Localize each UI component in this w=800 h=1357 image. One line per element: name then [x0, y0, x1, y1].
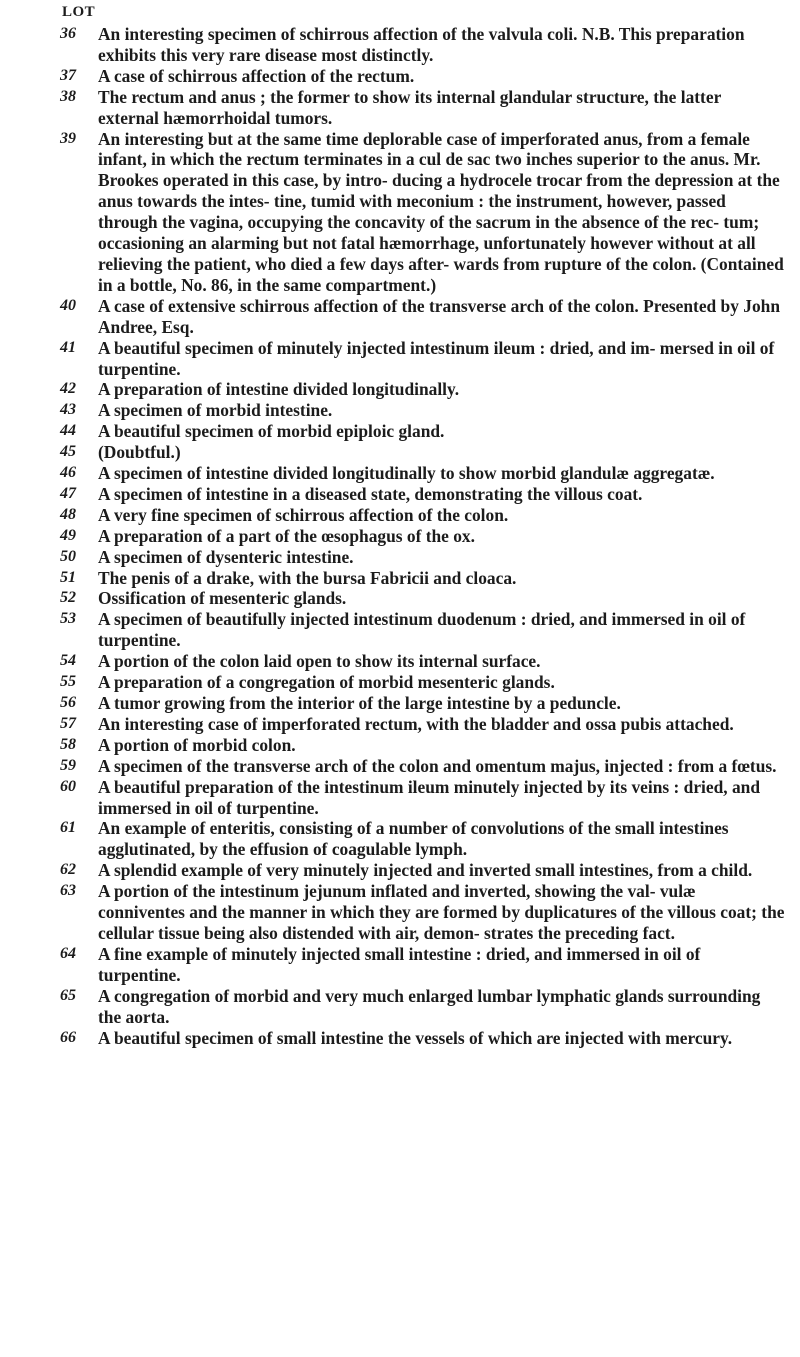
entry-description: A specimen of intestine in a diseased state, demonstrating the villous coat. — [98, 483, 643, 504]
entry-description: A specimen of morbid intestine. — [98, 400, 333, 421]
lot-number: 55 — [60, 673, 76, 691]
entry-description: A portion of the colon laid open to show its internal surface. — [98, 651, 541, 672]
catalogue-entry — [60, 338, 785, 380]
lot-number: 46 — [60, 464, 76, 482]
catalogue-entry — [60, 1028, 785, 1049]
entry-description: A congregation of morbid and very much enlarged lumbar lymphatic glands surrounding the aorta. — [98, 985, 761, 1027]
entry-description: A case of extensive schirrous affection of the transverse arch of the colon. Presented by John Andree, Esq. — [98, 295, 781, 337]
catalogue-entry — [60, 818, 785, 860]
entry-description: A splendid example of very minutely injected and inverted small intestines, from a child. — [98, 860, 753, 881]
entry-description: A specimen of beautifully injected intestinum duodenum : dried, and immersed in oil of turpentine. — [98, 609, 746, 651]
entry-description: A specimen of the transverse arch of the colon and omentum majus, injected : from a fœtus. — [98, 755, 777, 776]
lot-number: 40 — [60, 296, 76, 314]
catalogue-entry — [60, 881, 785, 944]
lot-number: 48 — [60, 505, 76, 523]
entry-description: A very fine specimen of schirrous affection of the colon. — [98, 504, 509, 525]
catalogue-entry — [60, 421, 785, 442]
entry-description: A specimen of intestine divided longitudinally to show morbid glandulæ aggregatæ. — [98, 463, 715, 484]
catalogue-entry — [60, 24, 785, 66]
lot-number: 56 — [60, 694, 76, 711]
entry-description: The rectum and anus ; the former to show its internal glandular structure, the latter external hæmorrhoidal tumors. — [98, 86, 721, 128]
entry-description: Ossification of mesenteric glands. — [98, 588, 347, 609]
catalogue-entry — [60, 672, 785, 693]
entry-description: A beautiful specimen of small intestine the vessels of which are injected with mercury. — [98, 1027, 733, 1048]
lot-number: 38 — [60, 87, 76, 105]
catalogue-entry — [60, 526, 785, 547]
catalogue-entry — [60, 714, 785, 735]
lot-number: 64 — [60, 944, 76, 962]
lot-number: 63 — [60, 882, 76, 900]
lot-number: 43 — [60, 401, 76, 419]
entry-description: (Doubtful.) — [98, 442, 181, 463]
lot-number: 57 — [60, 714, 76, 732]
lot-number: 44 — [60, 422, 76, 440]
entry-description: A portion of the intestinum jejunum inflated and inverted, showing the val- vulæ conniventes and the manner in which they are formed by duplicatures of the villous coat; the cellular tissue being also distended with air, demon- strates the preceding fact. — [98, 881, 785, 943]
entry-description: An interesting specimen of schirrous affection of the valvula coli. N.B. This preparation exhibits this very rare disease most distinctly. — [98, 24, 745, 65]
lot-number: 50 — [60, 547, 76, 565]
catalogue-entry — [60, 442, 785, 463]
catalogue-entry — [60, 944, 785, 986]
lot-number: 62 — [60, 861, 76, 879]
lot-number: 61 — [60, 819, 76, 837]
lot-number: 65 — [60, 986, 76, 1004]
lot-column-header: LOT — [62, 4, 96, 20]
catalogue-entry — [60, 379, 785, 400]
lot-number: 51 — [60, 568, 76, 586]
entry-description: A case of schirrous affection of the rectum. — [98, 65, 415, 86]
lot-number: 66 — [60, 1028, 76, 1046]
lot-number: 41 — [60, 338, 76, 356]
lot-number: 52 — [60, 589, 76, 607]
catalogue-entry — [60, 547, 785, 568]
lot-number: 60 — [60, 777, 76, 795]
catalogue-entry — [60, 463, 785, 484]
catalogue-entry — [60, 693, 785, 714]
lot-number: 39 — [60, 129, 76, 147]
entry-description: An interesting case of imperforated rectum, with the bladder and ossa pubis attached. — [98, 713, 734, 734]
lot-number: 49 — [60, 526, 76, 544]
catalogue-entry — [60, 484, 785, 505]
catalogue-entry — [60, 651, 785, 672]
entry-description: A beautiful preparation of the intestinum ileum minutely injected by its veins : dried, and immersed in oil of turpentine. — [98, 776, 760, 818]
catalogue-entry — [60, 735, 785, 756]
lot-number: 47 — [60, 484, 76, 502]
entry-description: A preparation of intestine divided longitudinally. — [98, 379, 460, 400]
catalogue-entry — [60, 87, 785, 129]
catalogue-entry — [60, 66, 785, 87]
catalogue-entry — [60, 129, 785, 296]
lot-number: 42 — [60, 380, 76, 398]
entry-description: A tumor growing from the interior of the large intestine by a peduncle. — [98, 693, 621, 713]
entry-description: A preparation of a part of the œsophagus of the ox. — [98, 525, 475, 546]
lot-number: 45 — [60, 443, 76, 461]
catalogue-entry — [60, 296, 785, 338]
lot-number: 54 — [60, 652, 76, 670]
entry-description: A specimen of dysenteric intestine. — [98, 546, 354, 567]
entry-description: A beautiful specimen of minutely injected intestinum ileum : dried, and im- mersed in oil of turpentine. — [98, 337, 775, 379]
catalogue-entry — [60, 568, 785, 589]
catalogue-entries — [60, 24, 785, 1048]
lot-number: 37 — [60, 66, 76, 84]
entry-description: An example of enteritis, consisting of a number of convolutions of the small intestines agglutinated, by the effusion of coagulable lymph. — [98, 818, 729, 860]
entry-description: A fine example of minutely injected small intestine : dried, and immersed in oil of turpentine. — [98, 943, 701, 985]
catalogue-entry — [60, 400, 785, 421]
lot-number: 58 — [60, 735, 76, 753]
catalogue-entry — [60, 505, 785, 526]
catalogue-entry — [60, 860, 785, 881]
entry-description: A portion of morbid colon. — [98, 734, 296, 755]
catalogue-entry — [60, 609, 785, 651]
lot-number: 53 — [60, 610, 76, 628]
catalogue-entry — [60, 777, 785, 819]
entry-description: A beautiful specimen of morbid epiploic gland. — [98, 421, 445, 442]
lot-number: 36 — [60, 25, 76, 42]
entry-description: The penis of a drake, with the bursa Fabricii and cloaca. — [98, 567, 517, 588]
catalogue-entry — [60, 588, 785, 609]
catalogue-entry — [60, 986, 785, 1028]
catalogue-entry — [60, 756, 785, 777]
entry-description: A preparation of a congregation of morbid mesenteric glands. — [98, 672, 555, 693]
lot-number: 59 — [60, 756, 76, 774]
entry-description: An interesting but at the same time deplorable case of imperforated anus, from a female infant, in which the rectum terminates in a cul de sac two inches superior to the anus. Mr. Brookes operated in this case, by intro- ducing a hydrocele trocar from the depression at the anus towards the intes- tine, tumid with meconium : the instrument, however, passed through the vagina, occupying the concavity of the sacrum in the absence of the rec- tum; occasioning an alarming but not fatal hæmorrhage, unfortunately however without at all relieving the patient, who died a few days after- wards from rupture of the colon. (Contained in a bottle, No. 86, in the same compartment.) — [98, 128, 784, 295]
